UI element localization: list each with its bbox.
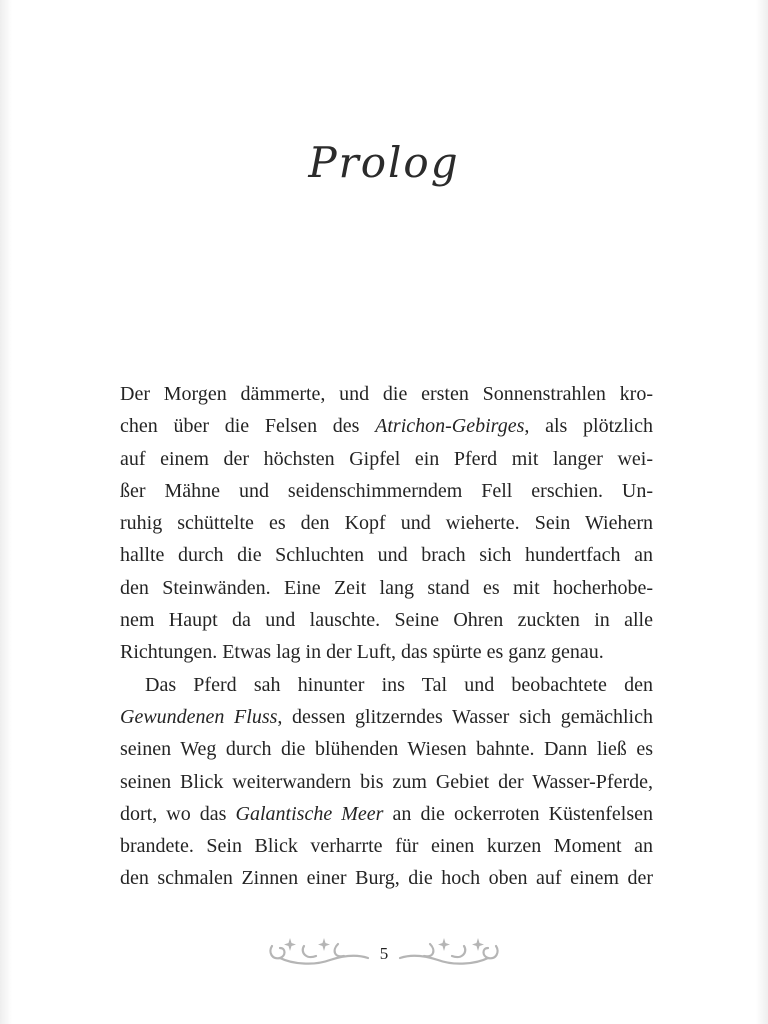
- page-number: 5: [379, 944, 389, 963]
- page-footer: [264, 930, 504, 980]
- text-line: Der Morgen dämmerte, und die ersten Sonnenstrahlen kro-: [120, 383, 653, 405]
- text-line: ruhig schüttelte es den Kopf und wieherte. Sein Wiehern: [120, 512, 653, 535]
- text-line: ßer Mähne und seidenschimmerndem Fell erschien. Un-: [120, 479, 653, 502]
- text-line: seinen Blick weiterwandern bis zum Gebiet der Wasser-Pferde,: [120, 770, 653, 793]
- text-line: auf einem der höchsten Gipfel ein Pferd mit langer wei-: [120, 447, 653, 470]
- text-line: nem Haupt da und lauschte. Seine Ohren zuckten in alle: [120, 609, 653, 632]
- text-line: Gewundenen Fluss, dessen glitzerndes Wasser sich gemächlich: [120, 705, 653, 728]
- text-line: chen über die Felsen des Atrichon-Gebirges, als plötzlich: [120, 415, 653, 438]
- text-line: den Steinwänden. Eine Zeit lang stand es mit hocherhobe-: [120, 576, 653, 599]
- text-line: Das Pferd sah hinunter ins Tal und beobachtete den: [145, 673, 653, 696]
- chapter-title: Prolog: [308, 138, 460, 187]
- text-line: seinen Weg durch die blühenden Wiesen bahnte. Dann ließ es: [120, 738, 653, 761]
- place-name: Atrichon-Gebirges: [375, 415, 525, 438]
- place-name: Gewundenen Fluss: [120, 705, 278, 728]
- text-line: dort, wo das Galantische Meer an die ockerroten Küstenfelsen: [120, 802, 653, 825]
- place-name: Galantische Meer: [235, 802, 384, 825]
- body-text: [120, 378, 653, 895]
- text-line: hallte durch die Schluchten und brach sich hundertfach an: [120, 544, 653, 567]
- text-line: den schmalen Zinnen einer Burg, die hoch oben auf einem der: [120, 867, 653, 890]
- text-line: Richtungen. Etwas lag in der Luft, das spürte es ganz genau.: [120, 641, 604, 664]
- text-line: brandete. Sein Blick verharrte für einen kurzen Moment an: [120, 835, 653, 858]
